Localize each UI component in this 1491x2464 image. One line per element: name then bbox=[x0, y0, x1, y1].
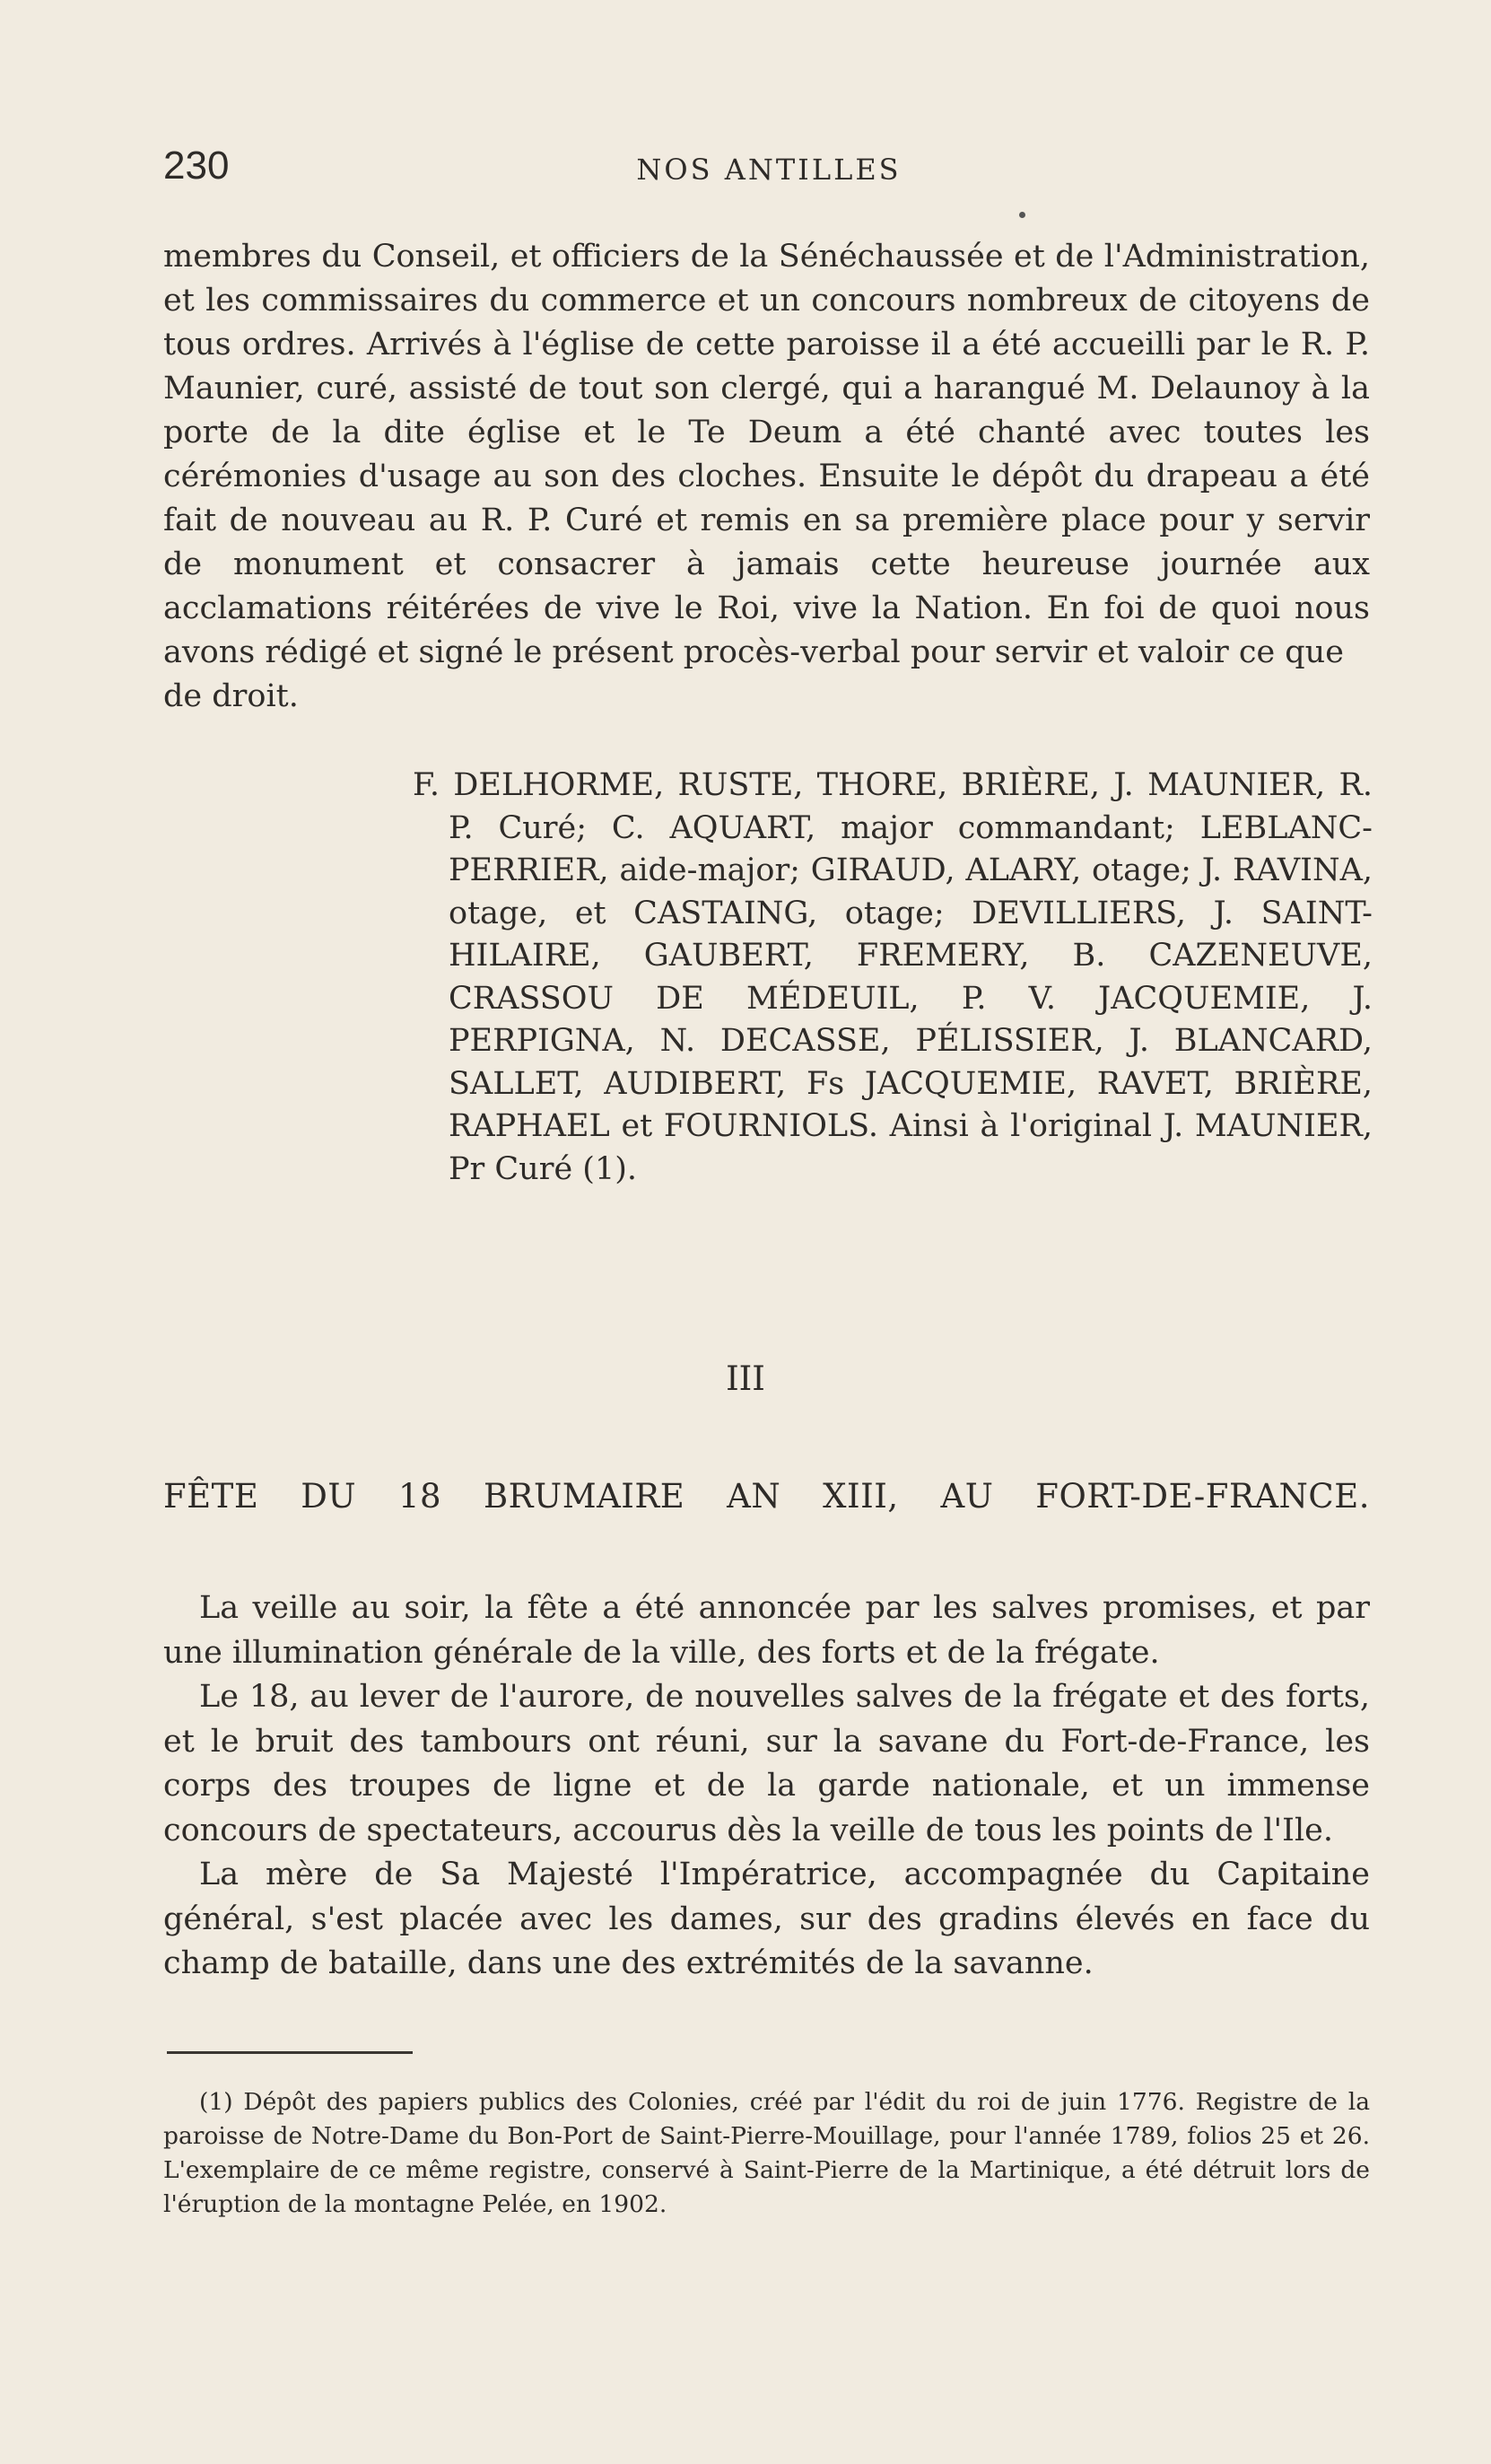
paragraph: La veille au soir, la fête a été annoncée par les salves promises, et par une illumination générale de la ville, des forts et de la frégate. bbox=[163, 1590, 1370, 1671]
paragraph-proces-verbal bbox=[163, 235, 1370, 719]
page-number: 230 bbox=[163, 144, 230, 188]
paragraph-text: membres du Conseil, et officiers de la Sénéchaussée et de l'Administration, et les commissaires du commerce et un concours nombreux de citoyens de tous ordres. Arrivés à l'église de cette paroisse il a été accueilli par le R. P. Maunier, curé, assisté de tout son clergé, qui a harangué M. Delaunoy à la porte de la dite église et le Te Deum a été chanté avec toutes les cérémonies d'usage au son des cloches. Ensuite le dépôt du drapeau a été fait de nouveau au R. P. Curé et remis en sa première place pour y servir de monument et consacrer à jamais cette heureuse journée aux acclamations réitérées de vive le Roi, vive la Nation. En foi de quoi nous avons rédigé et signé le présent procès-verbal pour servir et valoir ce que bbox=[163, 239, 1370, 670]
footnote-divider bbox=[167, 2051, 413, 2054]
signatures-text: F. DELHORME, RUSTE, THORE, BRIÈRE, J. MAUNIER, R. P. Curé; C. AQUART, major commandant; LEBLANC-PERRIER, aide-major; GIRAUD, ALARY, otage; J. RAVINA, otage, et CASTAING, otage; DEVILLIERS, J. SAINT-HILAIRE, GAUBERT, FREMERY, B. CAZENEUVE, CRASSOU DE MÉDEUIL, P. V. JACQUEMIE, J. PERPIGNA, N. DECASSE, PÉLISSIER, J. BLANCARD, SALLET, AUDIBERT, Fs JACQUEMIE, RAVET, BRIÈRE, RAPHAEL et FOURNIOLS. Ainsi à l'original J. MAUNIER, Pr Curé (1). bbox=[413, 767, 1373, 1187]
signatures-block bbox=[413, 765, 1373, 1191]
paragraph: La mère de Sa Majesté l'Impératrice, accompagnée du Capitaine général, s'est placée avec les dames, sur des gradins élevés en face du champ de bataille, dans une des extrémités de la savanne. bbox=[163, 1857, 1370, 1981]
page-header bbox=[163, 144, 1374, 188]
footnote bbox=[163, 2085, 1370, 2222]
footnote-text: (1) Dépôt des papiers publics des Colonies, créé par l'édit du roi de juin 1776. Registre de la paroisse de Notre-Dame du Bon-Port de Saint-Pierre-Mouillage, pour l'année 1789, folios 25 et 26. L'exemplaire de ce même registre, conservé à Saint-Pierre de la Martinique, a été détruit lors de l'éruption de la montagne Pelée, en 1902. bbox=[163, 2088, 1370, 2218]
running-title: NOS ANTILLES bbox=[636, 153, 902, 187]
ink-speck bbox=[1019, 212, 1025, 218]
paragraph: Le 18, au lever de l'aurore, de nouvelles salves de la frégate et des forts, et le bruit des tambours ont réuni, sur la savane du Fort-de-France, les corps des troupes de ligne et de la garde nationale, et un immense concours de spectateurs, accourus dès la veille de tous les points de l'Ile. bbox=[163, 1679, 1370, 1848]
section-body bbox=[163, 1586, 1370, 1987]
section-title: FÊTE DU 18 BRUMAIRE AN XIII, AU FORT-DE-FRANCE. bbox=[163, 1477, 1370, 1516]
paragraph-last-line: de droit. bbox=[163, 678, 299, 714]
section-number: III bbox=[726, 1359, 765, 1398]
